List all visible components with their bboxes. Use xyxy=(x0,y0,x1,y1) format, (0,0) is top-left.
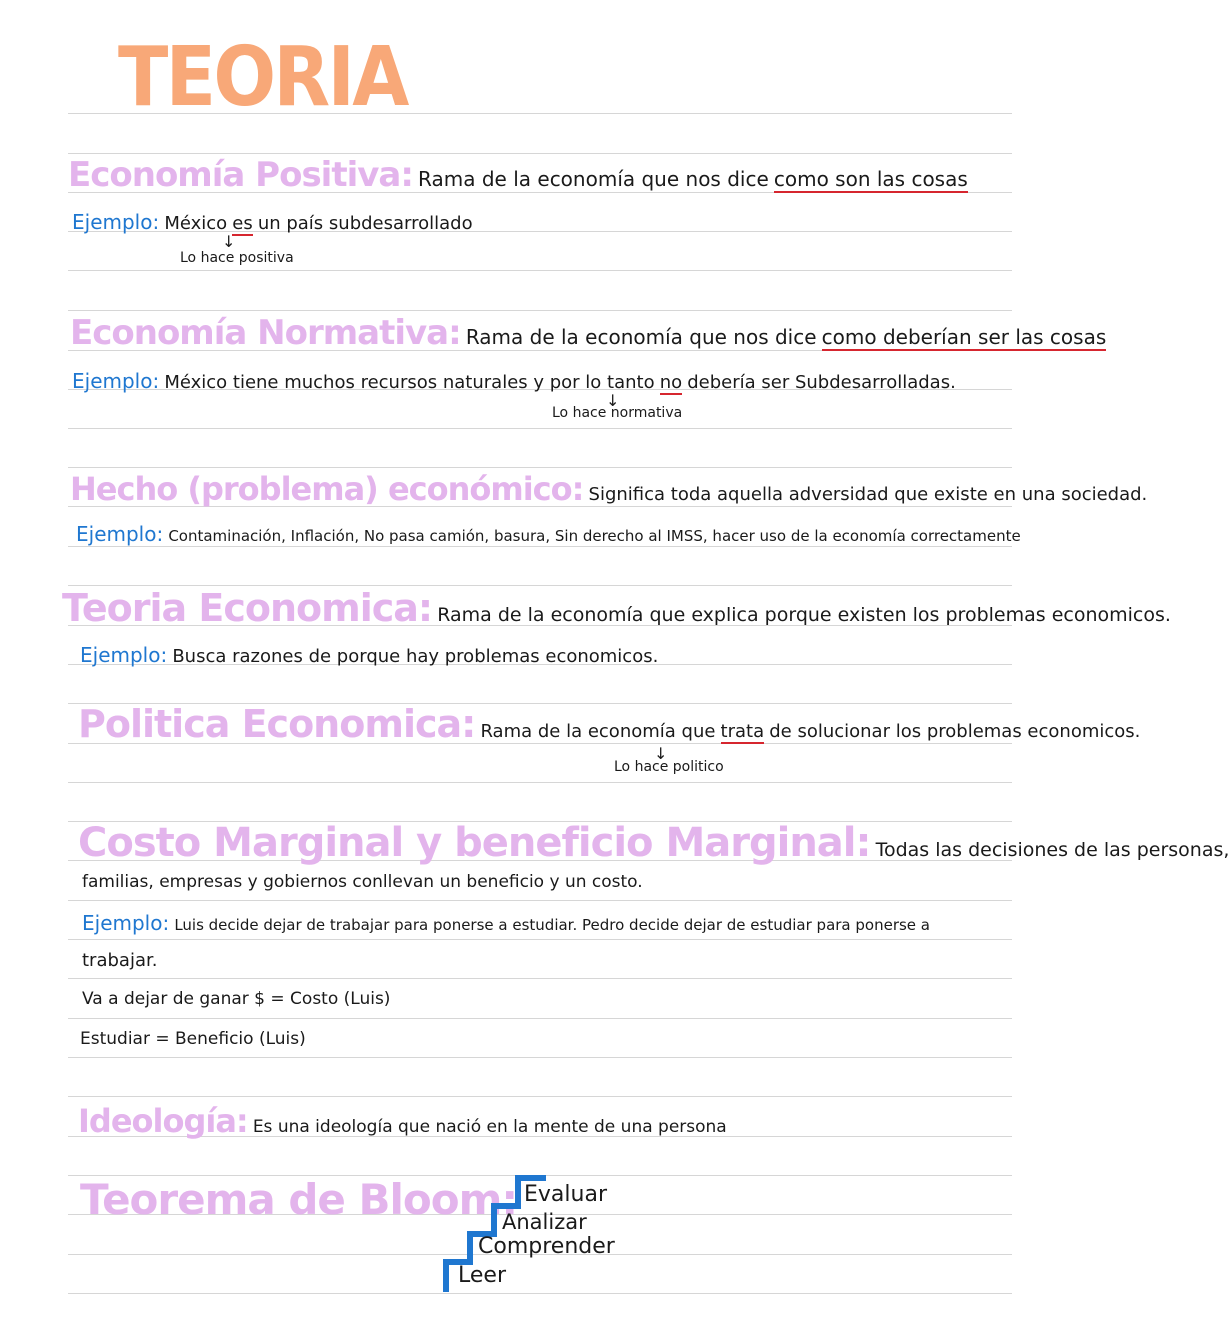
costo-definition-line2: familias, empresas y gobiernos conllevan un beneficio y un costo. xyxy=(82,872,643,892)
normativa-definition-underlined: como deberían ser las cosas xyxy=(821,325,1107,349)
ruled-line xyxy=(68,1096,1012,1097)
hecho-row xyxy=(70,470,1147,508)
politica-note: Lo hace politico xyxy=(614,759,724,775)
bloom-step-leer: Leer xyxy=(458,1263,506,1288)
normativa-example-underlined: no xyxy=(659,372,683,393)
positiva-term: Economía Positiva: xyxy=(68,155,413,195)
positiva-example-start: México xyxy=(164,213,228,234)
politica-definition-end: de solucionar los problemas economicos. xyxy=(769,721,1141,742)
hecho-definition: Significa toda aquella adversidad que existe en una sociedad. xyxy=(588,484,1148,505)
ideologia-row xyxy=(78,1102,727,1140)
teoria-example-row xyxy=(80,643,658,667)
positiva-example-underlined: es xyxy=(232,213,253,234)
politica-definition-underlined: trata xyxy=(720,721,765,742)
costo-example-line2: trabajar. xyxy=(82,950,158,971)
ruled-line xyxy=(68,900,1012,901)
down-arrow-icon: ↓ xyxy=(606,391,620,410)
normativa-row xyxy=(70,313,1106,353)
ruled-line xyxy=(68,270,1012,271)
normativa-example-end: debería ser Subdesarrolladas. xyxy=(687,372,956,393)
ruled-line xyxy=(68,978,1012,979)
politica-term: Politica Economica: xyxy=(78,702,476,746)
hecho-example-label: Ejemplo: xyxy=(76,522,164,546)
positiva-example-row xyxy=(72,210,473,234)
ruled-line xyxy=(68,939,1012,940)
normativa-example-label: Ejemplo: xyxy=(72,369,160,393)
normativa-definition: Rama de la economía que nos dice xyxy=(465,325,817,349)
normativa-example-start: México tiene muchos recursos naturales y por lo tanto xyxy=(164,372,655,393)
ruled-line xyxy=(68,1057,1012,1058)
costo-row xyxy=(78,820,1229,866)
normativa-term: Economía Normativa: xyxy=(70,313,461,353)
ruled-line xyxy=(68,428,1012,429)
hecho-term: Hecho (problema) económico: xyxy=(70,470,584,508)
costo-definition-line1: Todas las decisiones de las personas, xyxy=(875,839,1229,861)
teoria-definition: Rama de la economía que explica porque existen los problemas economicos. xyxy=(437,604,1171,626)
down-arrow-icon: ↓ xyxy=(654,744,668,763)
costo-example-row xyxy=(82,911,930,935)
politica-definition-start: Rama de la economía que xyxy=(480,721,716,742)
ideologia-term: Ideología: xyxy=(78,1102,248,1140)
positiva-definition: Rama de la economía que nos dice xyxy=(418,167,769,191)
hecho-example-row xyxy=(76,522,1021,546)
normativa-example-row xyxy=(72,369,956,393)
positiva-example-label: Ejemplo: xyxy=(72,210,160,234)
costo-example-line1: Luis decide dejar de trabajar para ponerse a estudiar. Pedro decide dejar de estudiar para ponerse a xyxy=(174,916,930,934)
positiva-row xyxy=(68,155,968,195)
ruled-line xyxy=(68,1018,1012,1019)
ideologia-definition: Es una ideología que nació en la mente de una persona xyxy=(252,1117,727,1137)
ruled-line xyxy=(68,153,1012,154)
costo-term: Costo Marginal y beneficio Marginal: xyxy=(78,820,871,866)
bloom-step-evaluar: Evaluar xyxy=(524,1182,607,1207)
teoria-row xyxy=(62,586,1171,630)
teoria-example-label: Ejemplo: xyxy=(80,643,168,667)
ruled-line xyxy=(68,782,1012,783)
positiva-definition-underlined: como son las cosas xyxy=(773,167,968,191)
costo-example-label: Ejemplo: xyxy=(82,911,170,935)
politica-row xyxy=(78,702,1140,746)
page-title: TEORIA xyxy=(118,30,407,125)
down-arrow-icon: ↓ xyxy=(222,232,236,251)
ruled-line xyxy=(68,546,1012,547)
normativa-note: Lo hace normativa xyxy=(552,405,683,421)
positiva-note: Lo hace positiva xyxy=(180,250,294,266)
teoria-example: Busca razones de porque hay problemas economicos. xyxy=(172,646,659,667)
bloom-term: Teorema de Bloom: xyxy=(80,1175,518,1224)
bloom-step-comprender: Comprender xyxy=(478,1234,615,1259)
costo-line3: Va a dejar de ganar $ = Costo (Luis) xyxy=(82,989,391,1009)
ruled-line xyxy=(68,467,1012,468)
ruled-line xyxy=(68,310,1012,311)
costo-line4: Estudiar = Beneficio (Luis) xyxy=(80,1029,306,1049)
bloom-step-analizar: Analizar xyxy=(502,1210,587,1234)
positiva-example-end: un país subdesarrollado xyxy=(257,213,473,234)
teoria-term: Teoria Economica: xyxy=(62,586,433,630)
hecho-example: Contaminación, Inflación, No pasa camión, basura, Sin derecho al IMSS, hacer uso de la economía correctamente xyxy=(168,527,1021,545)
